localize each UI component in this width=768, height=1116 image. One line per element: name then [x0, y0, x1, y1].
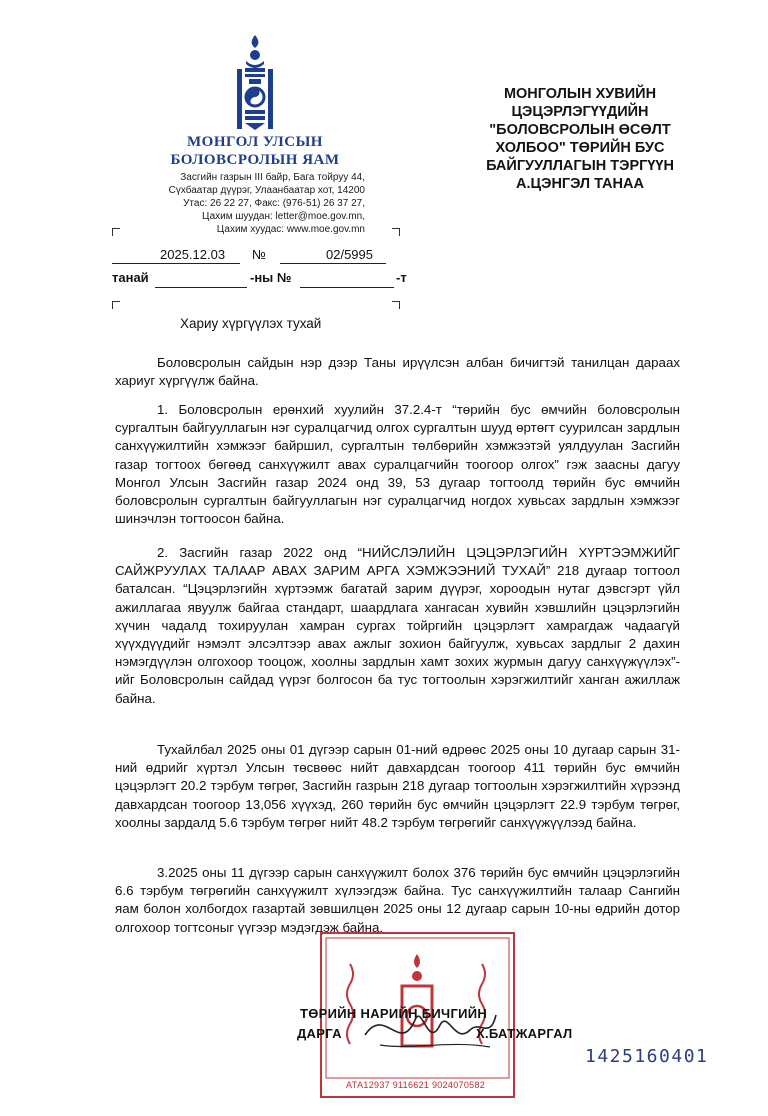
- addressee-line1: МОНГОЛЫН ХУВИЙН: [503, 86, 657, 102]
- signer-title-line1: ТӨРИЙН НАРИЙН БИЧГИЙН: [300, 1006, 488, 1021]
- number-field: [280, 246, 386, 264]
- body-paragraph-1: 1. Боловсролын ерөнхий хуулийн 37.2.4-т “төрийн бус өмчийн боловсролын сургалтын байгууллагын нэг суралцагчид олгох сургалтын шууд өртөгт суурилсан зардлын санхүүжилтийн хэмжээг байршил, сургалтын төлбөрийн хэмжээтэй уялдуулан Засгийн газар тогтоох бөгөөд санхүүжилт авах суралцагчийн тоогоор олгох” гэж заасны дагуу Монгол Улсын Засгийн газар 2024 онд 39, 53 дугаар тогтоолд төрийн бус өмчийн боловсролын сургалтын байгууллагын нэг суралцагчид ногдох хувьсах зардлын хэмжээг шинэчлэн тогтоосон байна.: [115, 402, 680, 527]
- soyombo-emblem-icon: [231, 35, 279, 133]
- contact-address-2: Сүхбаатар дүүрэг, Улаанбаатар хот, 14200: [168, 185, 365, 196]
- addressee-line4: ХОЛБОО" ТӨРИЙН БУС: [495, 140, 665, 156]
- letter-subject: Хариу хүргүүлэх тухай: [180, 316, 322, 331]
- org-name-line2: БОЛОВСРОЛЫН ЯАМ: [170, 152, 340, 168]
- date-field: [112, 246, 240, 264]
- tanai-date-field: [155, 270, 247, 288]
- org-name-line1: МОНГОЛ УЛСЫН: [187, 134, 323, 150]
- registration-number: 1425160401: [585, 1046, 709, 1067]
- handwritten-signature: [360, 995, 500, 1065]
- letter-date: 2025.12.03: [160, 247, 226, 262]
- corner-mark-subject-left: [112, 301, 120, 309]
- corner-mark-top-left: [112, 228, 120, 236]
- addressee-line5: БАЙГУУЛЛАГЫН ТЭРГҮҮН: [486, 158, 674, 174]
- body-paragraph-details: Тухайлбал 2025 оны 01 дүгээр сарын 01-ний өдрөөс 2025 оны 10 дугаар сарын 31-ний өдрийг хүртэл Улсын төсвөөс нийт давхардсан тоогоор 411 төрийн бус өмчийн цэцэрлэгт 20.2 тэрбум төгрөг, Засгийн газрын 218 дугаар тогтоолын хэрэгжилтийн хүрээнд давхардсан тоогоор 13,056 хүүхэд, 260 төрийн бус өмчийн цэцэрлэгт 22.9 тэрбум төгрөг, хоолны зардалд 5.6 тэрбум төгрөг нийт 48.2 тэрбум төгрөгийг санхүүжүүлээд байна.: [115, 742, 680, 830]
- addressee-line2: ЦЭЦЭРЛЭГҮҮДИЙН: [511, 104, 649, 120]
- tanai-number-field: [300, 270, 394, 288]
- addressee-line3: "БОЛОВСРОЛЫН ӨСӨЛТ: [489, 122, 671, 138]
- corner-mark-subject-right: [392, 301, 400, 309]
- body-paragraph-intro: Боловсролын сайдын нэр дээр Таны ирүүлсэн албан бичигтэй танилцан дараах хариуг хүргүүлж байна.: [115, 355, 680, 389]
- contact-address-1: Засгийн газрын III байр, Бага тойруу 44,: [180, 172, 365, 183]
- t-label: -т: [396, 270, 407, 285]
- contact-phone: Утас: 26 22 27, Факс: (976-51) 26 37 27,: [183, 198, 365, 209]
- corner-mark-top-right: [392, 228, 400, 236]
- tanai-label: танай: [112, 270, 149, 285]
- number-label: №: [252, 247, 266, 262]
- letter-number: 02/5995: [326, 247, 373, 262]
- signer-name: Х.БАТЖАРГАЛ: [476, 1026, 573, 1041]
- body-paragraph-3: 3.2025 оны 11 дүгээр сарын санхүүжилт болох 376 төрийн бус өмчийн цэцэрлэгийн 6.6 тэрбум төгрөгийн санхүүжилт хүлээгдэж байна. Тус санхүүжилтийн талаар Сангийн яам болон холбогдох газартай зөвшилцөн 2025 оны 12 дугаар сарын 10-ны өдрийн дотор олгохоор тогтсоныг үүгээр мэдэгдэж байна.: [115, 865, 680, 935]
- stamp-code: АТА12937 9116621 9024070582: [346, 1080, 486, 1090]
- addressee-line6: А.ЦЭНГЭЛ ТАНАА: [516, 176, 644, 192]
- contact-email: Цахим шуудан: letter@moe.gov.mn,: [201, 211, 365, 222]
- signer-title-line2: ДАРГА: [297, 1026, 342, 1041]
- ny-no-label: -ны №: [250, 270, 292, 285]
- body-paragraph-2: 2. Засгийн газар 2022 онд “НИЙСЛЭЛИЙН ЦЭЦЭРЛЭГИЙН ХҮРТЭЭМЖИЙГ САЙЖРУУЛАХ ТАЛААР АВАХ ЗАРИМ АРГА ХЭМЖЭЭНИЙ ТУХАЙ” 218 дугаар тогтоол баталсан. “Цэцэрлэгийн хүртээмж багатай зарим дүүрэг, хороодын нутаг дэвсгэрт үйл ажиллагаа явуулж байгаа стандарт, шаардлага хангасан хувийн хэвшлийн цэцэрлэгийн хүчин чадалд тохируулан хамран сургах тойргийн цэцэрлэгт хамрагдаж чадаагүй хүүхдүүдийг нэмэлт элсэлтээр авах ажлыг зохион байгуулж, хувьсах зардлыг 2 дахин нэмэгдүүлэн олгохоор тооцож, хоолны зардлын хамт зохих журмын дагуу санхүүжүүлэх”-ийг Боловсролын сайдад үүрэг болгосон ба тус тогтоолын хэрэгжилтийг ханган ажиллаж байна.: [115, 545, 680, 706]
- contact-website: Цахим хуудас: www.moe.gov.mn: [216, 224, 365, 235]
